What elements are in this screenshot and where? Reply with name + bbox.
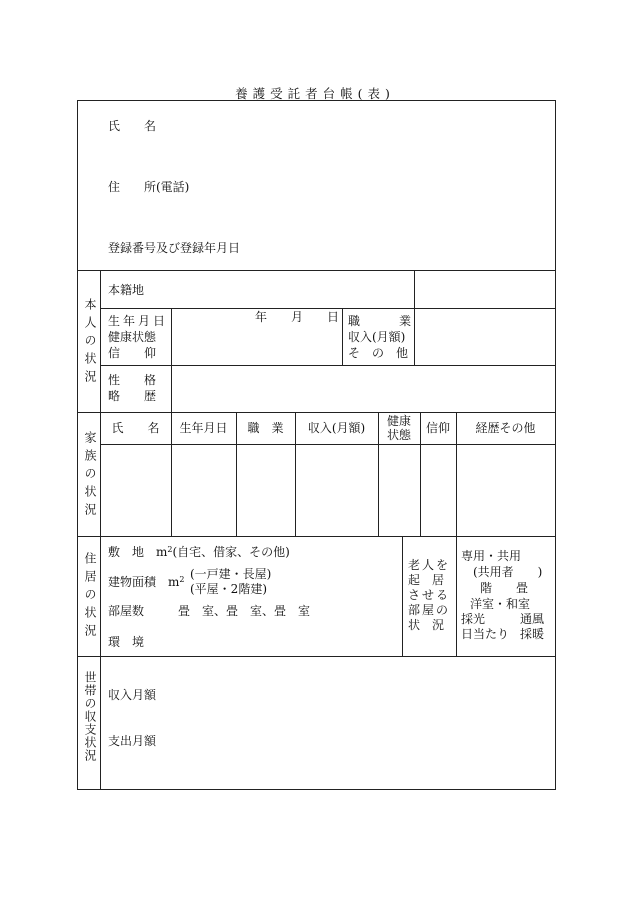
page-title: 養護受託者台帳(表) — [235, 86, 395, 101]
room-ventilation: 通風 — [520, 612, 545, 626]
elder-room-label-1: 老人を — [408, 558, 451, 572]
family-col-income: 収入(月額) — [307, 421, 366, 435]
family-col-occupation: 職 業 — [247, 421, 284, 435]
divider — [100, 365, 555, 366]
income-label: 収入(月額) — [348, 330, 406, 344]
character-label: 性 格 — [108, 373, 157, 387]
domicile-label: 本籍地 — [108, 283, 145, 297]
divider — [78, 270, 555, 271]
room-floor: 階 畳 — [480, 581, 529, 595]
divider — [171, 308, 172, 365]
occupation-label: 職 業 — [348, 314, 417, 328]
family-col-name: 氏 名 — [111, 421, 160, 435]
household-expense-label: 支出月額 — [108, 734, 157, 748]
other-label: そ の 他 — [348, 346, 409, 360]
family-side-label — [82, 431, 96, 521]
housing-side-text: 住居の状況 — [83, 552, 97, 642]
elder-room-label-4: 部屋の — [408, 603, 451, 617]
floor-area-unit-sup: 2 — [179, 575, 185, 584]
personal-side-text: 本人の状況 — [83, 298, 97, 388]
floor-area-label — [108, 575, 184, 589]
family-col-birth: 生年月日 — [179, 421, 228, 435]
divider — [100, 444, 555, 445]
site-options: (自宅、借家、その他) — [172, 545, 290, 559]
divider — [78, 536, 555, 537]
divider — [342, 308, 343, 365]
elder-room-label-5: 状 況 — [408, 618, 445, 632]
elder-room-label-3: させる — [408, 588, 451, 602]
personal-side-label — [82, 298, 96, 388]
registration-label: 登録番号及び登録年月日 — [108, 241, 241, 255]
room-heating: 採暖 — [520, 627, 545, 641]
room-shared-with: (共用者 ) — [473, 565, 543, 579]
room-use: 専用・共用 — [461, 549, 522, 563]
environment-label: 環 境 — [108, 635, 145, 649]
site-unit-sup: 2 — [167, 545, 173, 554]
room-style: 洋室・和室 — [470, 597, 531, 611]
family-side-text: 家族の状況 — [83, 431, 97, 521]
room-light: 採光 — [461, 612, 486, 626]
divider — [378, 412, 379, 536]
divider — [402, 536, 403, 656]
site-label-text: 敷 地 m — [108, 545, 168, 559]
divider — [100, 270, 101, 789]
site-label — [108, 545, 290, 559]
rooms-units: 畳 室、畳 室、畳 室 — [178, 604, 311, 618]
household-side-label — [82, 671, 96, 762]
rooms-label: 部屋数 — [108, 604, 145, 618]
faith-label: 信 仰 — [108, 346, 157, 360]
name-label: 氏 名 — [108, 119, 157, 133]
housing-side-label — [82, 552, 96, 642]
family-col-health: 健康状態 — [386, 414, 411, 442]
divider — [100, 308, 555, 309]
ledger-form — [77, 100, 556, 790]
birth-label: 生年月日 — [108, 314, 169, 328]
family-col-history: 経歴その他 — [475, 421, 536, 435]
room-sun: 日当たり — [461, 627, 510, 641]
divider — [78, 656, 555, 657]
health-label: 健康状態 — [108, 330, 157, 344]
elder-room-label-2: 起 居 — [408, 573, 445, 587]
divider — [78, 412, 555, 413]
family-col-faith: 信仰 — [425, 421, 450, 435]
building-type-option-1: (一戸建・長屋) — [190, 567, 272, 581]
household-income-label: 収入月額 — [108, 688, 157, 702]
address-label: 住 所(電話) — [108, 180, 190, 194]
building-type-option-2: (平屋・2階建) — [190, 582, 267, 596]
household-side-text: 世帯の収支状況 — [83, 671, 97, 762]
divider — [171, 365, 172, 412]
birth-date-units: 年 月 日 — [255, 310, 340, 324]
history-label: 略 歴 — [108, 389, 157, 403]
divider — [456, 536, 457, 656]
floor-area-label-text: 建物面積 m — [108, 575, 180, 589]
